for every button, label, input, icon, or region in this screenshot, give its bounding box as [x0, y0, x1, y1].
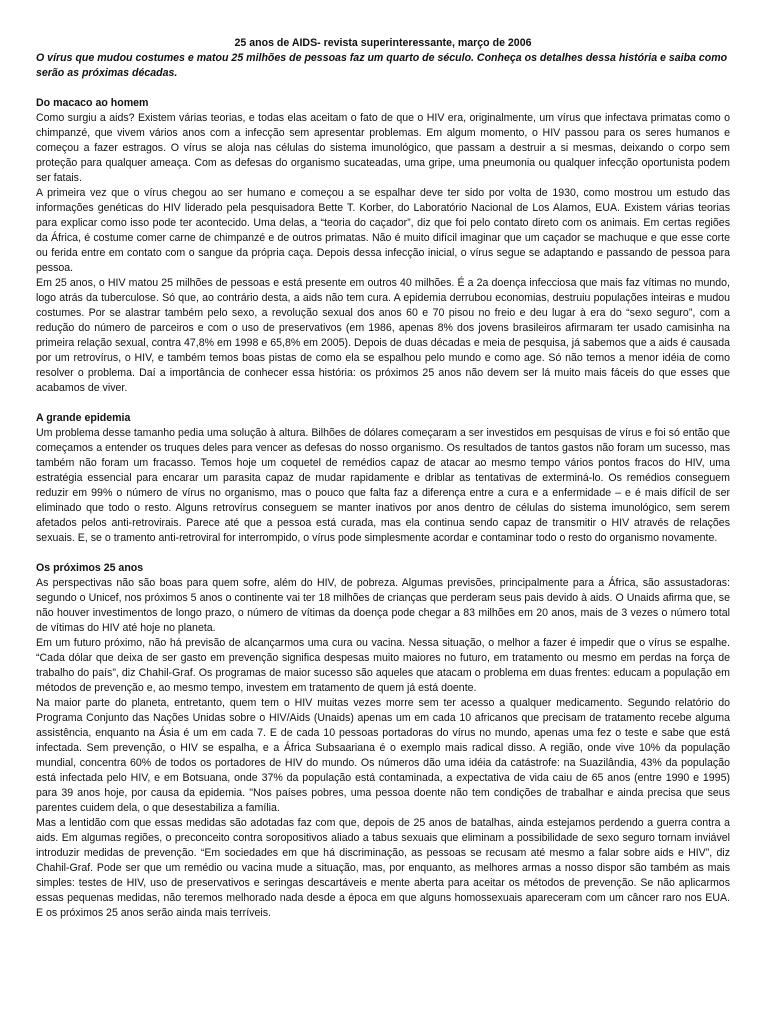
section-a-grande-epidemia: [36, 411, 730, 546]
paragraph: Na maior parte do planeta, entretanto, quem tem o HIV muitas vezes morre sem ter acesso a qualquer medicamento. Segundo relatório do Programa Conjunto das Nações Unidas sobre o HIV/Aids (Unaids) apenas um em cada 10 africanos que precisam de tratamento recebe alguma assistência, enquanto na Ásia é um em cada 7. E de cada 10 pessoas portadoras do vírus no mundo, apenas uma fez o teste e sabe que está infectada. Sem prevenção, o HIV se espalha, e a África Subsaariana é o exemplo mais radical disso. A região, onde vive 10% da população mundial, concentra 60% de todos os portadores de HIV do mundo. Os números dão uma idéia da catástrofe: na Suazilândia, 43% da população está infectada pelo HIV, e em Botsuana, onde 37% da população está contaminada, a expectativa de vida caiu de 65 anos (entre 1990 e 1995) para 39 anos hoje, por causa da epidemia. "Nos países pobres, uma pessoa doente não tem condições de trabalhar e ainda precisa que seus parentes cuidem dela, o que desestabiliza a família.: [36, 697, 730, 814]
document-lead: O vírus que mudou costumes e matou 25 milhões de pessoas faz um quarto de século. Conheça os detalhes dessa história e saiba como serão as próximas décadas.: [36, 52, 728, 79]
paragraph: A primeira vez que o vírus chegou ao ser humano e começou a se espalhar deve ter sido por volta de 1930, como mostrou um estudo das informações genéticas do HIV liderado pela pesquisadora Bette T. Korber, do Laboratório Nacional de Los Alamos, EUA. Existem várias teorias para explicar como isso pode ter acontecido. Uma delas, a “teoria do caçador”, diz que foi pelo contato direto com os animais. Em certas regiões da África, é costume comer carne de chimpanzé e de outros primatas. Não é muito difícil imaginar que um caçador se machuque e que esse corte ou ferida entre em contato com o sangue da própria caça. Depois dessa infecção inicial, o vírus segue se adaptando e passando de pessoa para pessoa.: [36, 187, 730, 274]
section-heading: Os próximos 25 anos: [36, 562, 144, 574]
paragraph: Como surgiu a aids? Existem várias teorias, e todas elas aceitam o fato de que o HIV era, originalmente, um vírus que infectava primatas como o chimpanzé, que vivem vários anos com a infecção sem apresentar problemas. Em algum momento, o HIV passou para os seres humanos e começou a fazer estragos. O vírus se aloja nas células do sistema imunológico, que passam a destruir a si mesmas, deixando o corpo sem proteção para qualquer ameaça. Com as defesas do organismo sucateadas, uma gripe, uma pneumonia ou qualquer infecção oportunista podem ser fatais.: [36, 112, 730, 184]
paragraph: Um problema desse tamanho pedia uma solução à altura. Bilhões de dólares começaram a ser investidos em pesquisas de vírus e foi só então que começamos a entender os truques deles para vencer as defesas do nosso organismo. Os resultados de tantos gastos não foram um sucesso, mas também não foram um fracasso. Temos hoje um coquetel de remédios capaz de atacar ao mesmo tempo vários pontos fracos do HIV, uma estratégia essencial para encarar um parasita capaz de mudar rapidamente e driblar as tentativas de exterminá-lo. Os remédios conseguem reduzir em 99% o número de vírus no organismo, mas o pouco que falta faz a diferença entre a cura e a enfermidade – e é mais difícil de ser eliminado que todo o resto. Alguns retrovírus conseguem se manter inativos por anos dentro de células do sistema imunológico, sem serem afetados pelos anti-retrovirais. Parece até que a pessoa está curada, mas ela continua sendo capaz de transmitir o HIV através de relações sexuais. E, se o tramento anti-retroviral for interrompido, o vírus pode simplesmente acordar e contaminar todo o resto do organismo novamente.: [36, 427, 730, 544]
section-heading: Do macaco ao homem: [36, 97, 149, 109]
document-title: 25 anos de AIDS- revista superinteressante, março de 2006: [234, 37, 532, 49]
paragraph: Mas a lentidão com que essas medidas são adotadas faz com que, depois de 25 anos de batalhas, ainda estejamos perdendo a guerra contra a aids. Em algumas regiões, o preconceito contra soropositivos aliado a tabus sexuais que eliminam a possibilidade de sexo seguro tornam inviável introduzir medidas de prevenção. “Em sociedades em que há discriminação, as pessoas se recusam até mesmo a falar sobre aids e HIV”, diz Chahil-Graf. Pode ser que um remédio ou vacina mude a situação, mas, por enquanto, as melhores armas a nosso dispor são também as mais simples: testes de HIV, uso de preservativos e seringas descartáveis e mente aberta para aceitar os métodos de prevenção. Se não aplicarmos essas pequenas medidas, não teremos melhorado nada desde a época em que alguns homossexuais apareceram com um câncer raro nos EUA. E os próximos 25 anos serão ainda mais terríveis.: [36, 817, 730, 919]
section-os-proximos-25-anos: [36, 561, 730, 921]
section-heading: A grande epidemia: [36, 412, 131, 424]
section-do-macaco-ao-homem: [36, 96, 730, 396]
paragraph: Em 25 anos, o HIV matou 25 milhões de pessoas e está presente em outros 40 milhões. É a 2a doença infecciosa que mais faz vítimas no mundo, logo atrás da tuberculose. Só que, ao contrário desta, a aids não tem cura. A epidemia derrubou economias, destruiu populações inteiras e mudou costumes. Por se alastrar também pelo sexo, a revolução sexual dos anos 60 e 70 pisou no freio e deu lugar à era do “sexo seguro”, com a redução do número de parceiros e com o uso de preservativos (em 1986, apenas 8% dos jovens brasileiros afirmaram ter usado camisinha na primeira relação sexual, contra 47,8% em 1998 e 65,8% em 2005). Depois de duas décadas e meia de pesquisa, já sabemos que a aids é causada por um retrovírus, o HIV, e também temos boas pistas de como ela se espalhou pelo mundo e como age. Só não temos a menor idéia de como resolver o problema. Daí a importância de conhecer essa história: os próximos 25 anos não devem ser lá muito mais fáceis do que esses que acabamos de viver.: [36, 277, 730, 394]
document-page: [36, 36, 730, 921]
paragraph: As perspectivas não são boas para quem sofre, além do HIV, de pobreza. Algumas previsões, principalmente para a África, são assustadoras: segundo o Unicef, nos próximos 5 anos o continente vai ter 18 milhões de crianças que perderam seus pais devido à aids. O Unaids afirma que, se não houver investimentos de longo prazo, o número de vítimas da doença pode chegar a 83 milhões em 20 anos, mais de 3 vezes o número total de vítimas do HIV até hoje no planeta.: [36, 577, 730, 634]
paragraph: Em um futuro próximo, não há previsão de alcançarmos uma cura ou vacina. Nessa situação, o melhor a fazer é impedir que o vírus se espalhe. “Cada dólar que deixa de ser gasto em prevenção significa despesas muito maiores no futuro, em tratamento ou mesmo em perdas na força de trabalho do país”, diz Chahil-Graf. Os programas de maior sucesso são aqueles que atacam o problema em duas frentes: educam a população em métodos de prevenção e, ao mesmo tempo, investem em tratamento de quem já está doente.: [36, 637, 730, 694]
